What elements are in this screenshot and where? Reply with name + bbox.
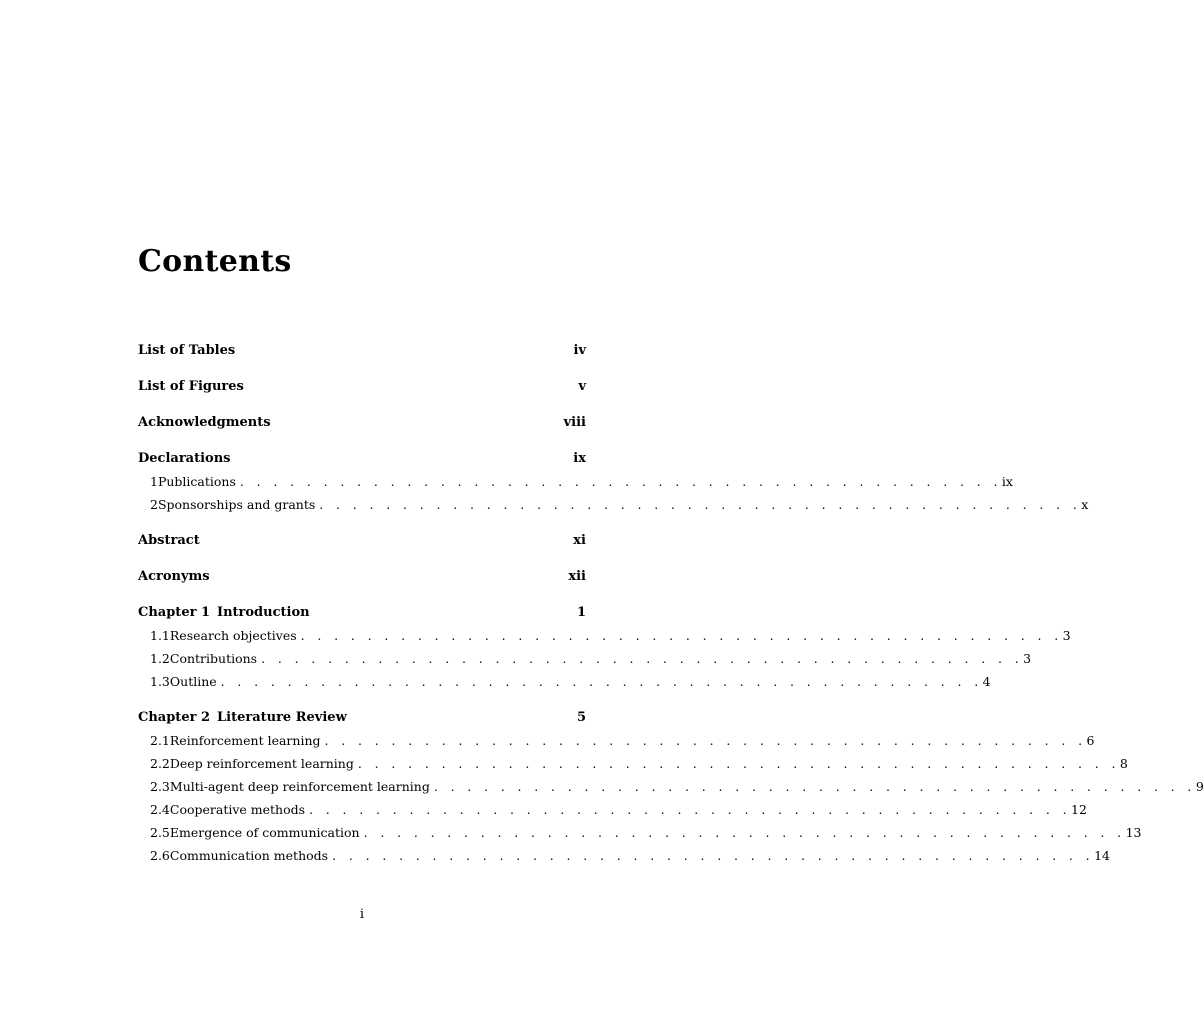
toc-entry-label: Contributions — [169, 651, 258, 666]
toc-dot-leader: . . . . . . . . . . . . . . . . . . . . . . . . . . . . . . . . . . . . . . . . . . . . . . — [363, 825, 1126, 840]
toc-dot-leader: . . . . . . . . . . . . . . . . . . . . . . . . . . . . . . . . . . . . . . . . . . . . . . — [220, 674, 983, 689]
toc-entry-number: 1.1 — [150, 628, 170, 643]
toc-entry-page: 4 — [982, 674, 991, 689]
toc-entry-label: Reinforcement learning — [169, 733, 321, 748]
toc-entry-page: 14 — [1094, 848, 1110, 863]
toc-entry-label: Abstract — [138, 533, 200, 548]
toc-entry-label: Multi-agent deep reinforcement learning — [169, 779, 430, 794]
toc-entry-label: Publications — [157, 474, 236, 489]
toc-subentry-cooperative-methods[interactable] — [138, 802, 1087, 825]
toc-entry-declarations[interactable] — [138, 451, 586, 474]
page-title: Contents — [138, 244, 292, 279]
toc-subentry-research-objectives[interactable] — [138, 628, 1071, 651]
toc-entry-abstract[interactable] — [138, 533, 586, 556]
toc-entry-number: 2.5 — [150, 825, 170, 840]
toc-entry-page: x — [1081, 497, 1089, 512]
toc-entry-page: 3 — [1062, 628, 1071, 643]
toc-dot-leader: . . . . . . . . . . . . . . . . . . . . . . . . . . . . . . . . . . . . . . . . . . . . . . — [309, 802, 1072, 817]
toc-dot-leader: . . . . . . . . . . . . . . . . . . . . . . . . . . . . . . . . . . . . . . . . . . . . . . — [261, 651, 1024, 666]
toc-entry-number: 1 — [150, 474, 158, 489]
toc-entry-page: 3 — [1023, 651, 1032, 666]
toc-entry-acknowledgments[interactable] — [138, 415, 586, 438]
toc-dot-leader: . . . . . . . . . . . . . . . . . . . . . . . . . . . . . . . . . . . . . . . . . . . . . . — [319, 497, 1082, 512]
toc-entry-page: 9 — [1195, 779, 1204, 794]
toc-entry-label: Declarations — [138, 451, 231, 466]
toc-subentry-deep-reinforcement-learning[interactable] — [138, 756, 1128, 779]
toc-entry-list-of-tables[interactable] — [138, 343, 586, 366]
toc-entry-page: 5 — [576, 710, 586, 725]
toc-entry-number: 2.2 — [150, 756, 170, 771]
toc-dot-leader: . . . . . . . . . . . . . . . . . . . . . . . . . . . . . . . . . . . . . . . . . . . . . . — [324, 733, 1087, 748]
toc-entry-number: 2.4 — [150, 802, 170, 817]
toc-entry-page: 6 — [1086, 733, 1095, 748]
toc-entry-acronyms[interactable] — [138, 569, 586, 592]
toc-subentry-communication-methods[interactable] — [138, 848, 1110, 871]
toc-chapter-1[interactable] — [138, 605, 586, 628]
toc-entry-label: Outline — [169, 674, 217, 689]
toc-dot-leader: . . . . . . . . . . . . . . . . . . . . . . . . . . . . . . . . . . . . . . . . . . . . . . — [239, 474, 1002, 489]
toc-entry-label: Communication methods — [169, 848, 329, 863]
toc-entry-page: 1 — [576, 605, 586, 620]
toc-entry-number: 2 — [150, 497, 158, 512]
toc-entry-label: Emergence of communication — [169, 825, 360, 840]
table-of-contents — [138, 343, 1204, 871]
toc-chapter-number: Chapter 2 — [138, 710, 211, 725]
toc-entry-label: List of Figures — [138, 379, 244, 394]
toc-dot-leader: . . . . . . . . . . . . . . . . . . . . . . . . . . . . . . . . . . . . . . . . . . . . . . — [433, 779, 1196, 794]
toc-entry-number: 1.2 — [150, 651, 170, 666]
toc-entry-page: ix — [573, 451, 586, 466]
toc-subentry-sponsorships[interactable] — [138, 497, 1089, 520]
toc-entry-list-of-figures[interactable] — [138, 379, 586, 402]
toc-entry-page: 12 — [1071, 802, 1087, 817]
toc-entry-page: viii — [563, 415, 586, 430]
toc-entry-label: Acronyms — [138, 569, 210, 584]
toc-entry-label: Acknowledgments — [138, 415, 271, 430]
toc-subentry-contributions[interactable] — [138, 651, 1032, 674]
toc-entry-number: 1.3 — [150, 674, 170, 689]
toc-dot-leader: . . . . . . . . . . . . . . . . . . . . . . . . . . . . . . . . . . . . . . . . . . . . . . — [332, 848, 1095, 863]
toc-entry-page: 8 — [1119, 756, 1128, 771]
toc-dot-leader: . . . . . . . . . . . . . . . . . . . . . . . . . . . . . . . . . . . . . . . . . . . . . . — [300, 628, 1063, 643]
toc-entry-page: xii — [568, 569, 586, 584]
toc-subentry-publications[interactable] — [138, 474, 1013, 497]
toc-entry-label: Literature Review — [217, 710, 347, 725]
toc-subentry-multi-agent-drl[interactable] — [138, 779, 1204, 802]
toc-subentry-outline[interactable] — [138, 674, 991, 697]
toc-entry-label: Deep reinforcement learning — [169, 756, 354, 771]
toc-entry-page: iv — [573, 343, 586, 358]
toc-entry-page: v — [578, 379, 586, 394]
toc-chapter-number: Chapter 1 — [138, 605, 211, 620]
toc-entry-page: 13 — [1125, 825, 1142, 840]
toc-entry-page: xi — [573, 533, 586, 548]
toc-entry-number: 2.3 — [150, 779, 170, 794]
toc-entry-number: 2.1 — [150, 733, 170, 748]
toc-chapter-2[interactable] — [138, 710, 586, 733]
page-number: i — [359, 907, 365, 922]
toc-entry-label: List of Tables — [138, 343, 236, 358]
toc-entry-label: Sponsorships and grants — [157, 497, 316, 512]
toc-subentry-reinforcement-learning[interactable] — [138, 733, 1095, 756]
toc-entry-label: Research objectives — [169, 628, 297, 643]
toc-entry-number: 2.6 — [150, 848, 170, 863]
toc-entry-label: Introduction — [217, 605, 310, 620]
toc-subentry-emergence-of-communication[interactable] — [138, 825, 1142, 848]
toc-entry-label: Cooperative methods — [169, 802, 306, 817]
toc-entry-page: ix — [1001, 474, 1013, 489]
toc-dot-leader: . . . . . . . . . . . . . . . . . . . . . . . . . . . . . . . . . . . . . . . . . . . . . . — [357, 756, 1120, 771]
